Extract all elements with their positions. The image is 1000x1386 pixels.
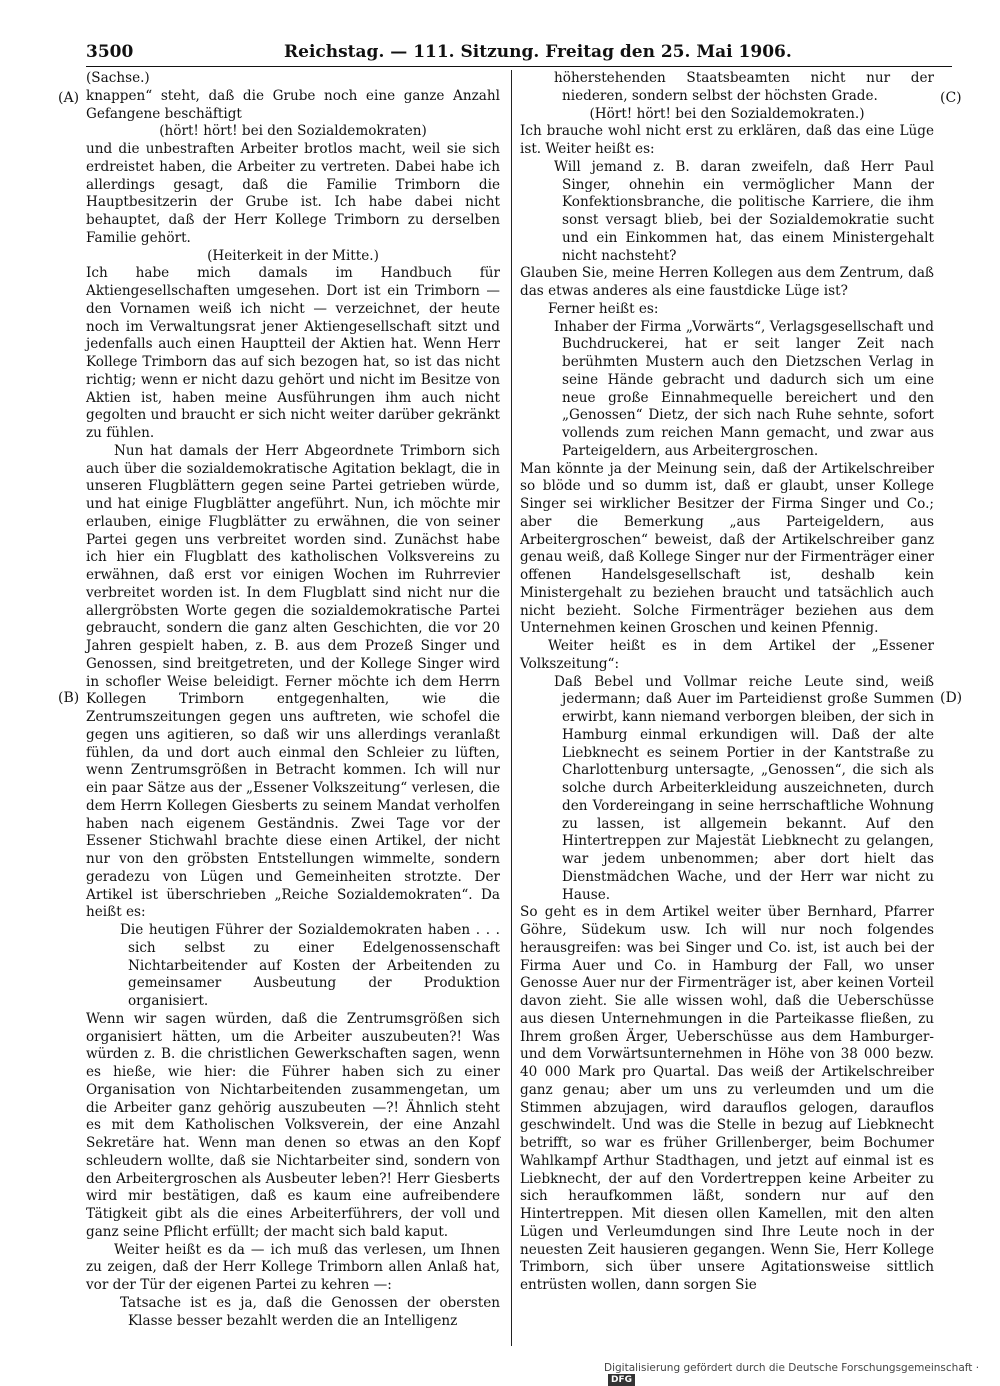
paragraph: Wenn wir sagen würden, daß die Zentrumsgrößen sich organisiert hätten, um die Arbeiter auszubeuten?! Was würden z. B. die christlichen Gewerkschaften sagen, wenn es hieße, wie hier: die Führer haben sich zu einer Organisation von Nichtarbeitenden zusammengetan, um die Arbeiter ganz gehörig auszubeuten —?! Ähnlich steht es mit dem Katholischen Volksverein, der eine Anzahl Sekretäre hat. Wenn man denen so etwas an den Kopf schleudern wollte, daß sie Nichtarbeiter sind, sondern von den Arbeitergroschen als Ausbeuter leben?! Herr Giesberts wird mir bestätigen, daß es kaum eine aufreibendere Tätigkeit gibt als die eines Arbeiterführers, der voll und ganz seine Pflicht erfüllt; der macht sich bald kaput. bbox=[86, 1010, 500, 1240]
paragraph: Man könnte ja der Meinung sein, daß der Artikelschreiber so blöde und so dumm ist, daß er glaubt, unser Kollege Singer sei wirklicher Besitzer der Firma Singer und Co.; aber die Bemerkung „aus Parteigeldern, aus Arbeitergroschen“ beweist, daß der Artikelschreiber ganz genau weiß, daß Kollege Singer nur der Firmenträger einer offenen Handelsgesellschaft ist, deshalb kein Ministergehalt zu beziehen braucht und tatsächlich auch nicht bezieht. Solche Firmenträger beziehen aus dem Unternehmen keinen Groschen und keinen Pfennig. bbox=[520, 460, 934, 637]
paragraph: Daß Bebel und Vollmar reiche Leute sind, weiß jedermann; daß Auer im Parteidienst große Summen erwirbt, kann niemand verborgen bleiben, der sich in Hamburg einmal erkundigen will. Daß der alte Liebknecht es seinem Portier in der Kantstraße zu Charlottenburg untersagte, „Genossen“, die sich als solche durch Arbeiterkleidung auszeichneten, durch den Vordereingang in seine herrschaftliche Wohnung zu lassen, ist allgemein bekannt. Auf den Hintertreppen zur Majestät Liebknecht zu gelangen, war jedem unbenommen; aber dort hielt das Dienstmädchen Wache, und der Herr war nicht zu Hause. bbox=[554, 673, 934, 903]
paragraph: knappen“ steht, daß die Grube noch eine ganze Anzahl Gefangene beschäftigt bbox=[86, 87, 500, 122]
paragraph: Nun hat damals der Herr Abgeordnete Trimborn sich auch über die sozialdemokratische Agitation beklagt, die in unseren Flugblättern gegen seine Partei getrieben würde, und hat einige Flugblätter angeführt. Nun, ich möchte mir erlauben, einige Flugblätter zu erwähnen, die von seiner Partei gegen uns verbreitet worden sind. Zunächst habe ich hier ein Flugblatt des katholischen Volksvereins zu erwähnen, daß erst vor einigen Wochen im Ruhrrevier verbreitet worden ist. In dem Flugblatt sind nicht nur die allergröbsten Worte gegen die sozialdemokratische Partei gebraucht, sondern die ganz alten Geschichten, die vor 20 Jahren gespielt haben, z. B. aus dem Prozeß Singer und Genossen, sind breitgetreten, und der Kollege Singer wird in schofler Weise beleidigt. Ferner möchte ich dem Herrn Kollegen Trimborn entgegenhalten, wie die Zentrumszeitungen gegen uns auftreten, wie schofel die gegen uns agitieren, so daß wir uns allerdings veranlaßt fühlen, da und dort auch einmal den Schleier zu lüften, wenn Zentrumsgrößen in Betracht kommen. Ich will nur ein paar Sätze aus der „Essener Volkszeitung“ verlesen, die dem Herrn Kollegen Giesberts zu seinem Mandat verholfen haben nach eigenem Geständnis. Zwei Tage vor der Essener Stichwahl brachte diese einen Artikel, der nicht nur von den gröbsten Entstellungen wimmelte, sondern geradezu von Lügen und Gemeinheiten strotzte. Der Artikel ist überschrieben „Reiche Sozialdemokraten“. Da heißt es: bbox=[86, 442, 500, 921]
left-text-column bbox=[86, 70, 500, 1330]
paragraph: Ich brauche wohl nicht erst zu erklären, daß das eine Lüge ist. Weiter heißt es: bbox=[520, 123, 934, 157]
paragraph: Die heutigen Führer der Sozialdemokraten haben . . . sich selbst zu einer Edelgenossenschaft Nichtarbeitender auf Kosten der Arbeitenden zu gemeinsamer Ausbeutung der Produktion organisiert. bbox=[120, 922, 500, 1009]
paragraph: (Sachse.) bbox=[86, 70, 150, 86]
paragraph: Ich habe mich damals im Handbuch für Aktiengesellschaften umgesehen. Dort ist ein Trimborn — den Vornamen weiß ich nicht — verzeichnet, der heute noch im Verwaltungsrat jener Aktiengesellschaft sitzt und jedenfalls auch einen Hauptteil der Aktien hat. Wenn Herr Kollege Trimborn das auf sich bezogen hat, so ist das nicht richtig; wenn er nicht dazu gehört und nicht im Besitze von Aktien ist, haben meine Ausführungen ihm auch nicht gegolten und braucht er sich nicht weiter darüber gekränkt zu fühlen. bbox=[86, 265, 500, 441]
margin-marker-a: (A) bbox=[58, 90, 80, 106]
paragraph: höherstehenden Staatsbeamten nicht nur der niederen, sondern selbst der höchsten Grade. bbox=[554, 70, 934, 104]
paragraph: (Hört! hört! bei den Sozialdemokraten.) bbox=[589, 105, 865, 122]
margin-marker-d: (D) bbox=[940, 690, 963, 706]
paragraph: (hört! hört! bei den Sozialdemokraten) bbox=[159, 123, 427, 140]
dfg-logo-icon: DFG bbox=[608, 1374, 635, 1386]
footer-credit: Digitalisierung gefördert durch die Deutsche Forschungsgemeinschaft · bbox=[604, 1362, 980, 1374]
paragraph: Weiter heißt es in dem Artikel der „Essener Volkszeitung“: bbox=[520, 638, 934, 672]
paragraph: Will jemand z. B. daran zweifeln, daß Herr Paul Singer, ohnehin ein vermöglicher Mann der Konfektionsbranche, die politische Karriere, die ihm sonst versagt blieb, bei der Sozialdemokratie sucht und ein Einkommen hat, das einem Ministergehalt nicht nachsteht? bbox=[554, 158, 934, 264]
column-divider bbox=[511, 70, 512, 1346]
running-title: Reichstag. — 111. Sitzung. Freitag den 25. Mai 1906. bbox=[284, 42, 792, 62]
paragraph: Weiter heißt es da — ich muß das verlesen, um Ihnen zu zeigen, daß der Herr Kollege Trimborn allen Anlaß hat, vor der Tür der eigenen Partei zu kehren —: bbox=[86, 1241, 500, 1293]
right-text-column bbox=[520, 70, 934, 1295]
margin-marker-c: (C) bbox=[940, 90, 962, 106]
paragraph: Ferner heißt es: bbox=[548, 300, 659, 317]
paragraph: und die unbestraften Arbeiter brotlos macht, weil sie sich erdreistet haben, die Arbeiter zu vertreten. Dabei habe ich allerdings gesagt, daß die Familie Trimborn die Hauptbesitzerin der Grube ist. Ich habe dabei nicht behauptet, daß der Herr Kollege Trimborn zu derselben Familie gehört. bbox=[86, 141, 500, 246]
paragraph: Inhaber der Firma „Vorwärts“, Verlagsgesellschaft und Buchdruckerei, hat er seit langer Zeit nach berühmten Mustern auch den Dietzschen Verlag in seine Hände gebracht und dadurch sich um eine neue große Einnahmequelle bereichert und den „Genossen“ Dietz, der sich nach Ruhe sehnte, sofort vollends zum reichen Mann gemacht, und zwar aus Parteigeldern, aus Arbeitergroschen. bbox=[554, 318, 934, 459]
page-number: 3500 bbox=[86, 42, 134, 62]
paragraph: Glauben Sie, meine Herren Kollegen aus dem Zentrum, daß das etwas anderes als eine faustdicke Lüge ist? bbox=[520, 265, 934, 299]
paragraph: So geht es in dem Artikel weiter über Bernhard, Pfarrer Göhre, Südekum usw. Ich will nur noch folgendes herausgreifen: was bei Singer und Co. ist, ist auch bei der Firma Auer und Co. in Hamburg der Fall, wo unser Genosse Auer nur der Firmenträger ist, aber keinen Vorteil davon zieht. Sie alle wissen wohl, daß die Ueberschüsse aus diesen Unternehmungen in die Parteikasse fließen, zu Ihrem großen Ärger, Ueberschüsse aus dem Hamburger- und dem Vorwärtsunternehmen in Höhe von 38 000 bezw. 40 000 Mark pro Quartal. Das weiß der Artikelschreiber ganz genau; aber um uns zu verleumden und um die Stimmen abzujagen, wird darauflos gelogen, darauflos geschwindelt. Und was die Stelle in bezug auf Liebknecht betrifft, so war es früher Grillenberger, beim Bochumer Wahlkampf Arthur Stadthagen, und jetzt auf einmal ist es Liebknecht, der auf den Vordertreppen keine Arbeiter zu sich heraufkommen läßt, sondern nur auf den Hintertreppen. Mit diesen ollen Kamellen, mit den alten Lügen und Verleumdungen sind Ihre Leute noch in der neuesten Zeit hausieren gegangen. Wenn Sie, Herr Kollege Trimborn, sich über unsere Agitationsweise sittlich entrüsten wollen, dann sorgen Sie bbox=[520, 904, 934, 1293]
running-header bbox=[86, 38, 952, 67]
paragraph: Tatsache ist es ja, daß die Genossen der obersten Klasse besser bezahlt werden die an Intelligenz bbox=[120, 1294, 500, 1329]
margin-marker-b: (B) bbox=[58, 690, 80, 706]
footer bbox=[604, 1362, 992, 1385]
paragraph: (Heiterkeit in der Mitte.) bbox=[207, 247, 379, 264]
